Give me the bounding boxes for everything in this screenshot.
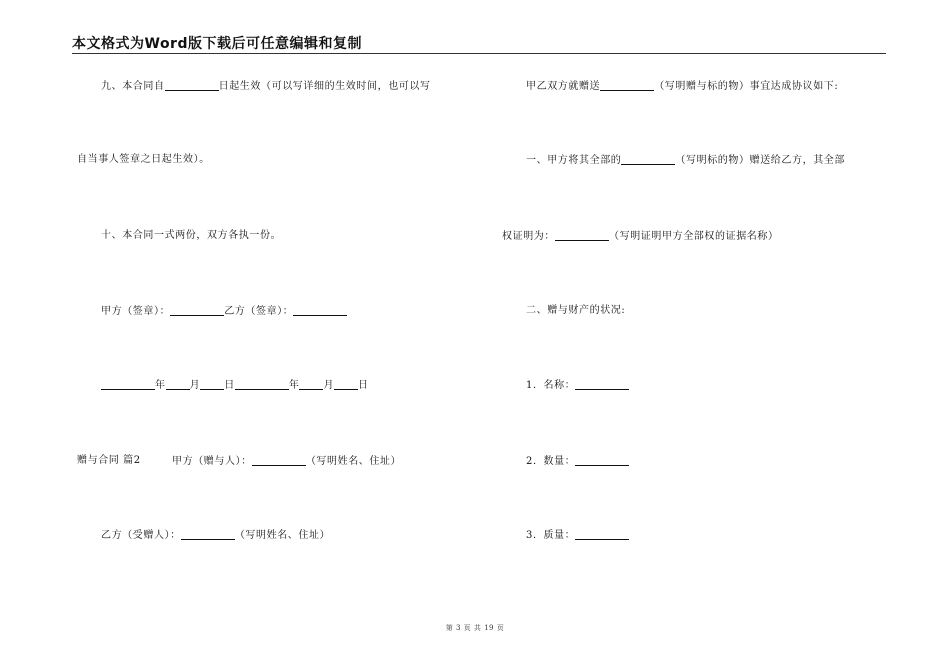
property-quantity-label: 2．数量： — [526, 456, 576, 467]
party-a-sign-blank — [170, 304, 224, 316]
clause-9-text-cont: 自当事人签章之日起生效）。 — [77, 154, 210, 165]
donee-blank — [181, 528, 235, 540]
header-divider — [72, 53, 886, 54]
clause-9-text-b: 日起生效（可以写详细的生效时间，也可以写 — [218, 81, 431, 92]
date-line — [101, 378, 369, 393]
year-label-a: 年 — [155, 380, 166, 391]
day-label-b: 日 — [358, 380, 369, 391]
item-2-text: 二、赠与财产的状况: — [526, 305, 626, 316]
proof-text-a: 权证明为： — [502, 231, 555, 242]
gift-item-blank — [600, 79, 654, 91]
property-quality-blank — [575, 528, 629, 540]
day-blank-a — [200, 378, 224, 390]
donor-label: 甲方（赠与人）： — [172, 456, 252, 467]
effective-date-blank — [165, 79, 219, 91]
day-blank-b — [334, 378, 358, 390]
signature-line — [101, 304, 347, 319]
property-quantity-line — [526, 454, 629, 469]
donor-blank — [252, 454, 306, 466]
proof-blank — [555, 229, 609, 241]
donee-line — [101, 528, 330, 543]
contract-2-title-line — [77, 454, 141, 468]
year-blank-b — [235, 378, 289, 390]
month-blank-a — [166, 378, 190, 390]
clause-9-text-a: 九、本合同自 — [101, 81, 165, 92]
item-1-text-b: （写明标的物）赠送给乙方，其全部 — [675, 155, 846, 166]
item-2-line — [526, 304, 625, 318]
month-label-a: 月 — [189, 380, 201, 391]
property-quality-line — [526, 528, 629, 543]
page-number-footer: 第 3 页 共 19 页 — [445, 624, 505, 632]
property-quality-label: 3．质量： — [526, 530, 576, 541]
donor-line — [172, 454, 401, 469]
clause-9-continuation — [77, 153, 210, 167]
party-b-sign-label: 乙方（签章）： — [224, 306, 294, 317]
intro-text-a: 甲乙双方就赠送 — [526, 81, 601, 92]
party-a-sign-label: 甲方（签章）： — [101, 306, 171, 317]
property-quantity-blank — [575, 454, 629, 466]
clause-10-line — [101, 229, 281, 243]
year-label-b: 年 — [288, 380, 300, 391]
property-name-blank — [575, 378, 629, 390]
header-title: 本文格式为Word版下载后可任意编辑和复制 — [72, 36, 362, 52]
clause-10-text: 十、本合同一式两份，双方各执一份。 — [101, 230, 282, 241]
item-1-line — [526, 153, 845, 168]
subject-matter-blank — [621, 153, 675, 165]
day-label-a: 日 — [224, 380, 235, 391]
month-blank-b — [299, 378, 323, 390]
item-1-text-a: 一、甲方将其全部的 — [526, 155, 622, 166]
donee-hint: （写明姓名、住址） — [234, 530, 331, 541]
clause-9-line — [101, 79, 431, 94]
proof-text-b: （写明证明甲方全部权的证据名称） — [609, 231, 779, 242]
property-name-line — [526, 378, 629, 393]
month-label-b: 月 — [323, 380, 335, 391]
intro-text-b: （写明赠与标的物）事宜达成协议如下: — [654, 81, 839, 92]
donor-hint: （写明姓名、住址） — [305, 456, 402, 467]
donee-label: 乙方（受赠人）： — [101, 530, 181, 541]
party-b-sign-blank — [293, 304, 347, 316]
proof-line — [502, 229, 779, 244]
intro-line — [526, 79, 838, 94]
contract-2-title: 赠与合同 篇2 — [77, 455, 141, 466]
property-name-label: 1．名称： — [526, 380, 576, 391]
year-blank-a — [101, 378, 155, 390]
